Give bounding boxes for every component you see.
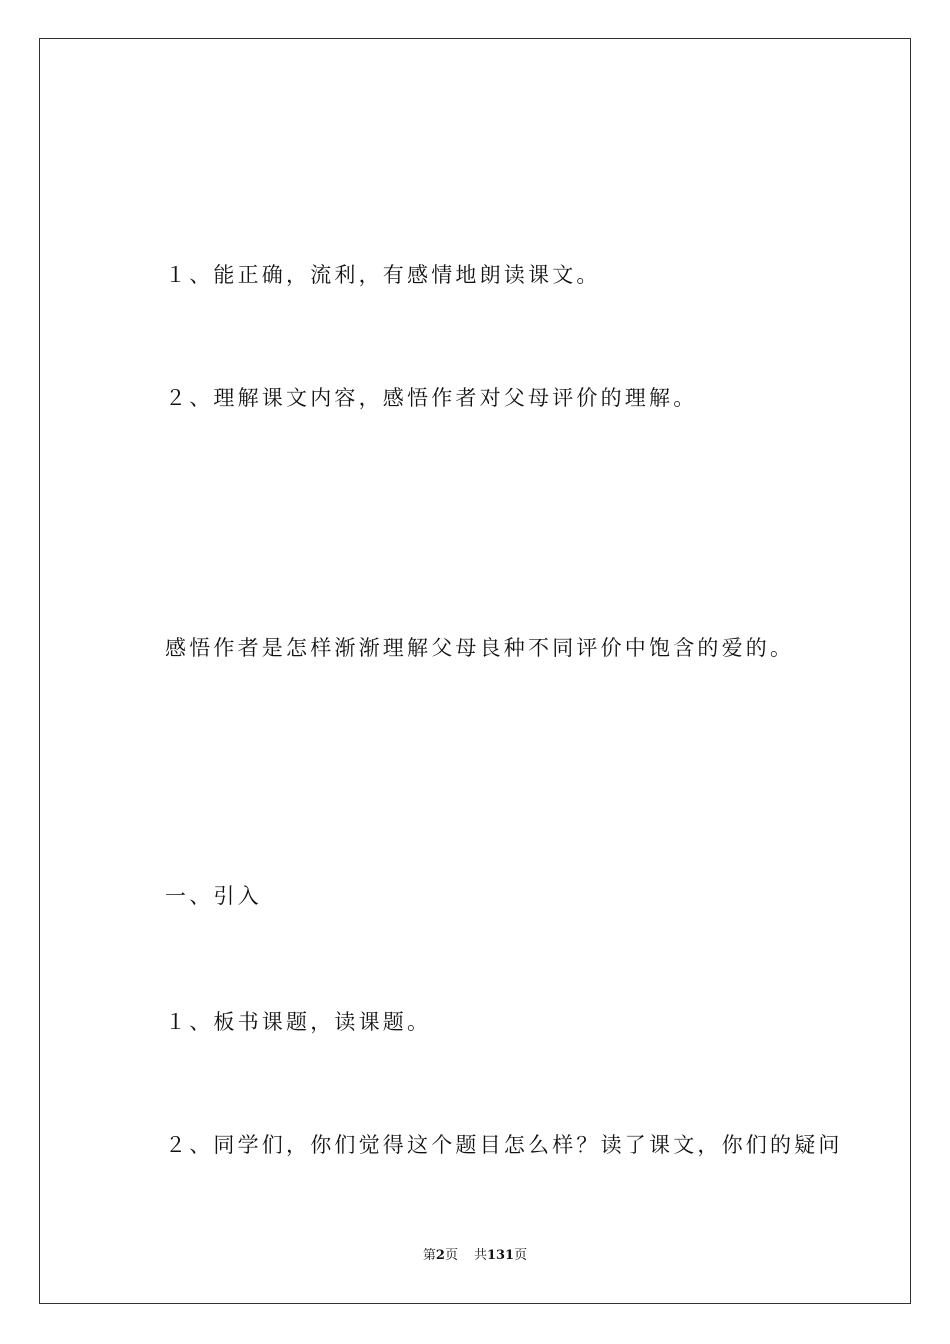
- footer-page-number: 2: [435, 1248, 445, 1263]
- footer-total-suffix: 页: [514, 1248, 528, 1263]
- step-1: １、板书课题，读课题。: [165, 1010, 432, 1034]
- page-footer: [0, 1247, 950, 1265]
- footer-total-prefix: 共: [473, 1248, 487, 1263]
- objective-2: ２、理解课文内容，感悟作者对父母评价的理解。: [165, 386, 698, 410]
- section-heading-intro: 一、引入: [165, 884, 262, 908]
- key-point: 感悟作者是怎样渐渐理解父母良种不同评价中饱含的爱的。: [165, 636, 795, 660]
- footer-total-number: 131: [486, 1248, 515, 1263]
- footer-page-suffix: 页: [444, 1248, 458, 1263]
- objective-1: １、能正确，流利，有感情地朗读课文。: [165, 263, 601, 287]
- page-frame: [39, 38, 911, 1304]
- footer-page-prefix: 第: [422, 1248, 436, 1263]
- step-2: ２、同学们，你们觉得这个题目怎么样？读了课文，你们的疑问: [165, 1133, 843, 1157]
